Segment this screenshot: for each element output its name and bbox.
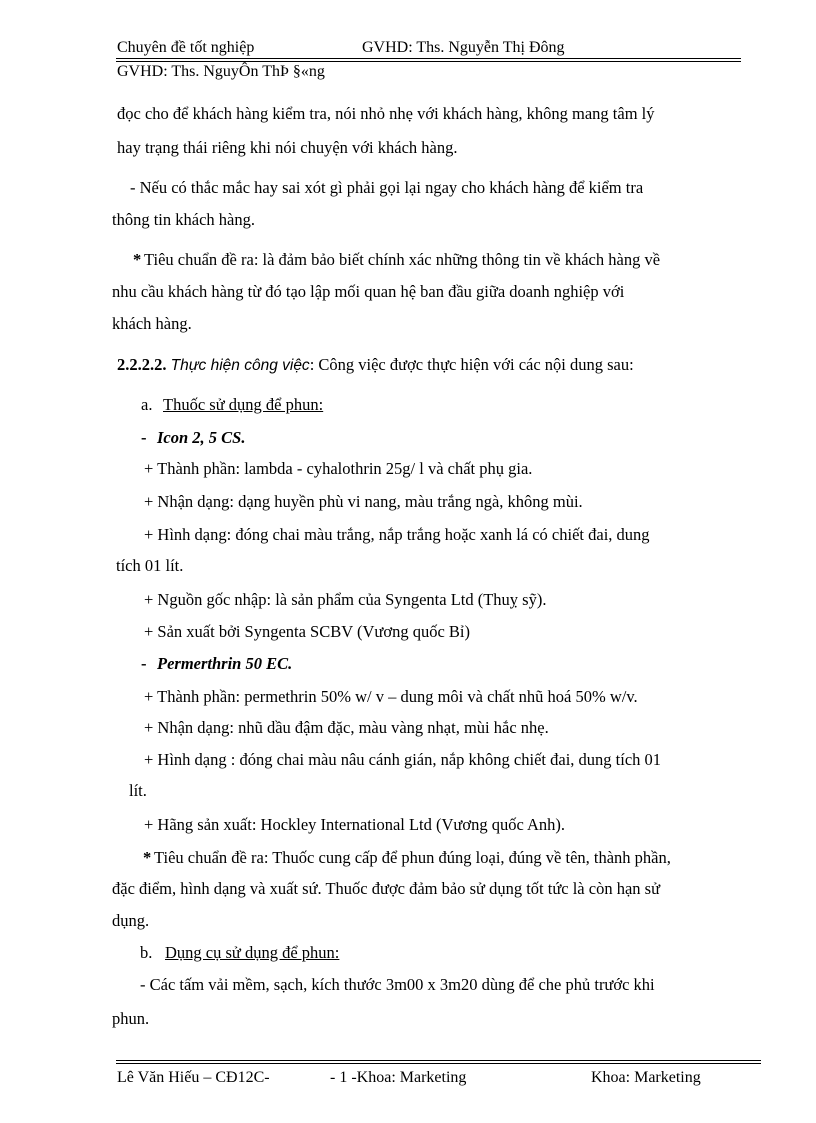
spec-line: + Nguồn gốc nhập: là sản phẩm của Syngenta Ltd (Thuỵ sỹ).	[144, 590, 547, 609]
paragraph-line: đọc cho để khách hàng kiểm tra, nói nhỏ nhẹ với khách hàng, không mang tâm lý	[117, 104, 655, 123]
section-description: : Công việc được thực hiện với các nội dung sau:	[309, 355, 634, 374]
product-dash: -	[141, 428, 147, 447]
footer-author: Lê Văn Hiếu – CĐ12C-	[117, 1069, 270, 1086]
paragraph-line: dụng.	[112, 911, 150, 930]
paragraph-line: hay trạng thái riêng khi nói chuyện với khách hàng.	[117, 138, 458, 157]
header-advisor-garbled: GVHD: Ths. NguyÔn ThÞ §«ng	[117, 63, 325, 80]
paragraph-line: - Nếu có thắc mắc hay sai xót gì phải gọi lại ngay cho khách hàng để kiểm tra	[130, 178, 644, 197]
paragraph-line: Tiêu chuẩn đề ra: là đảm bảo biết chính xác những thông tin về khách hàng về	[144, 250, 661, 269]
product-dash: -	[141, 654, 147, 673]
section-number: 2.2.2.2.	[117, 355, 167, 374]
spec-line: + Nhận dạng: dạng huyền phù vi nang, màu trắng ngà, không mùi.	[144, 492, 583, 511]
spec-line: + Thành phần: lambda - cyhalothrin 25g/ l và chất phụ gia.	[144, 459, 533, 478]
spec-line: lít.	[129, 781, 147, 800]
section-heading	[117, 357, 634, 374]
header-title: Chuyên đề tốt nghiệp	[117, 39, 255, 56]
spec-line: + Sản xuất bởi Syngenta SCBV (Vương quốc Bỉ)	[144, 622, 470, 641]
subsection-b-marker: b.	[140, 943, 153, 962]
subsection-a-title: Thuốc sử dụng để phun:	[163, 395, 324, 414]
paragraph-line: nhu cầu khách hàng từ đó tạo lập mối quan hệ ban đầu giữa doanh nghiệp với	[112, 282, 625, 301]
header-rule-bottom	[116, 61, 741, 62]
subsection-a-marker: a.	[141, 395, 153, 414]
spec-line: + Hình dạng: đóng chai màu trắng, nắp trắng hoặc xanh lá có chiết đai, dung	[144, 525, 650, 544]
paragraph-line: thông tin khách hàng.	[112, 210, 255, 229]
subsection-b-title: Dụng cụ sử dụng để phun:	[165, 943, 340, 962]
product-name: Icon 2, 5 CS.	[157, 428, 246, 447]
paragraph-line: - Các tấm vải mềm, sạch, kích thước 3m00 x 3m20 dùng để che phủ trước khi	[140, 975, 655, 994]
paragraph-line: phun.	[112, 1009, 150, 1028]
star-marker: *	[133, 250, 142, 269]
header-advisor: GVHD: Ths. Nguyễn Thị Đông	[362, 39, 565, 56]
header-rule-top	[116, 58, 741, 59]
footer-rule-top	[116, 1060, 761, 1061]
footer-page-number: - 1 -Khoa: Marketing	[330, 1069, 467, 1086]
spec-line: tích 01 lít.	[116, 556, 184, 575]
paragraph-line: đặc điểm, hình dạng và xuất sứ. Thuốc được đảm bảo sử dụng tốt tức là còn hạn sử	[112, 879, 661, 898]
spec-line: + Thành phần: permethrin 50% w/ v – dung môi và chất nhũ hoá 50% w/v.	[144, 687, 638, 706]
spec-line: + Nhận dạng: nhũ dầu đậm đặc, màu vàng nhạt, mùi hắc nhẹ.	[144, 718, 549, 737]
footer-department: Khoa: Marketing	[591, 1069, 701, 1086]
section-title: Thực hiện công việc	[170, 357, 310, 374]
paragraph-line: Tiêu chuẩn đề ra: Thuốc cung cấp để phun đúng loại, đúng về tên, thành phần,	[154, 848, 671, 867]
paragraph-line: khách hàng.	[112, 314, 192, 333]
spec-line: + Hãng sản xuất: Hockley International Ltd (Vương quốc Anh).	[144, 815, 566, 834]
spec-line: + Hình dạng : đóng chai màu nâu cánh gián, nắp không chiết đai, dung tích 01	[144, 750, 662, 769]
star-marker: *	[143, 848, 152, 867]
footer-rule-bottom	[116, 1063, 761, 1064]
product-name: Permerthrin 50 EC.	[157, 654, 293, 673]
